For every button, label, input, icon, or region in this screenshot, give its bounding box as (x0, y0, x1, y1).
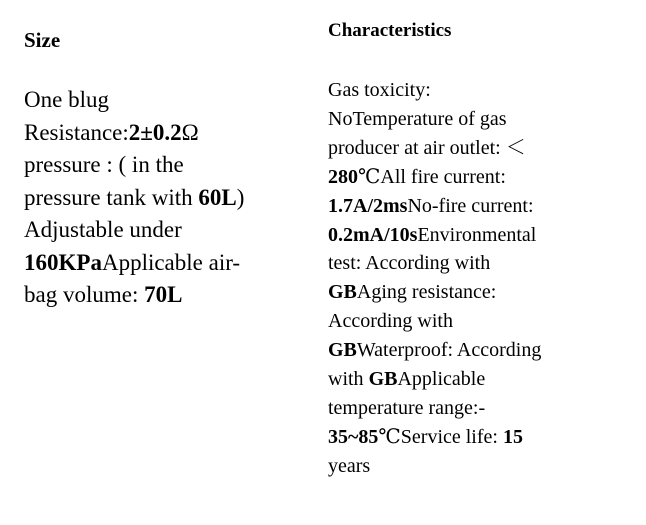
text-line (328, 394, 628, 423)
text-line (24, 117, 314, 150)
text-segment: According with (328, 310, 453, 333)
bold-value: 1.7A/2ms (328, 194, 408, 217)
text-segment: No-fire current: (407, 194, 534, 217)
text-line (328, 452, 628, 481)
text-segment: Resistance: (24, 119, 129, 145)
text-segment: test: According with (328, 252, 491, 275)
size-body (24, 84, 314, 312)
text-segment: years (328, 454, 371, 477)
text-segment: ℃All fire current: (358, 165, 506, 188)
text-line (24, 214, 314, 247)
text-segment: bag volume: (24, 282, 145, 307)
bold-value: 160KPa (24, 249, 102, 275)
text-line (328, 163, 628, 192)
text-line (328, 365, 628, 394)
text-segment: Waterproof: According (356, 339, 542, 362)
text-segment: pressure : ( in the (24, 152, 184, 177)
text-line (24, 247, 314, 280)
text-line (328, 192, 628, 221)
text-line (328, 134, 628, 163)
text-line (328, 423, 628, 452)
text-segment: ℃Service life: (378, 425, 503, 448)
text-line (328, 249, 628, 278)
bold-value: 15 (502, 425, 523, 448)
bold-value: 70L (144, 282, 183, 307)
text-segment: Applicable air- (101, 249, 241, 275)
text-line (328, 336, 628, 365)
text-line (24, 279, 314, 312)
text-line (24, 149, 314, 182)
text-segment: temperature range:- (328, 396, 486, 419)
text-segment: Environmental (417, 223, 537, 246)
size-heading: Size (24, 28, 61, 52)
text-segment: Gas toxicity: (328, 79, 431, 101)
text-segment: Adjustable under (24, 217, 182, 242)
bold-value: 60L (198, 184, 237, 210)
text-segment: NoTemperature of gas (328, 107, 507, 130)
bold-value: 35~85 (328, 425, 379, 448)
text-line (328, 221, 628, 250)
text-segment: producer at air outlet: ＜ (328, 136, 526, 159)
text-line (24, 84, 314, 117)
characteristics-heading: Characteristics (328, 20, 452, 41)
bold-value: 280 (328, 165, 358, 188)
text-segment: Applicable (397, 368, 486, 391)
bold-value: GB (368, 368, 398, 391)
bold-value: GB (328, 339, 357, 362)
text-segment: ) (236, 184, 245, 210)
bold-value: 0.2mA/10s (328, 223, 418, 246)
bold-value: 2±0.2 (128, 119, 182, 145)
text-segment: with (328, 368, 369, 391)
bold-value: GB (328, 281, 357, 304)
text-line (328, 76, 628, 105)
text-line (24, 182, 314, 215)
text-segment: Aging resistance: (356, 281, 497, 304)
text-segment: One blug (24, 87, 109, 112)
characteristics-body (328, 76, 628, 481)
text-segment: Ω (181, 119, 199, 145)
text-segment: pressure tank with (24, 184, 199, 210)
text-line (328, 278, 628, 307)
text-line (328, 307, 628, 336)
text-line (328, 105, 628, 134)
